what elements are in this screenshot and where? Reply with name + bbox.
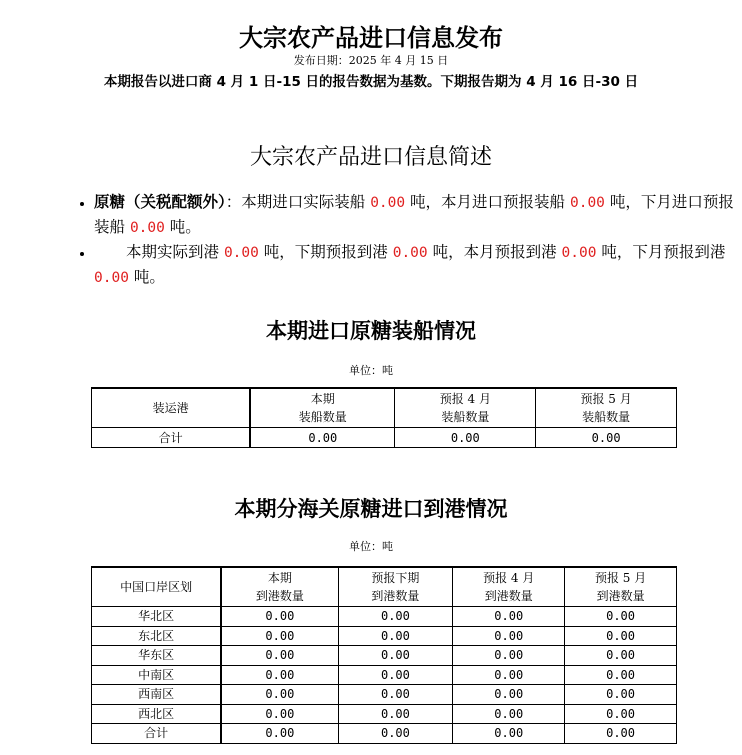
table-cell: 0.00 bbox=[453, 646, 565, 666]
table-cell: 0.00 bbox=[453, 607, 565, 627]
summary-value: 0.00 bbox=[392, 245, 428, 261]
table-cell: 0.00 bbox=[565, 646, 677, 666]
summary-text: 吨。 bbox=[164, 218, 201, 236]
header-line: 预报 4 月 bbox=[483, 571, 535, 585]
table-cell: 0.00 bbox=[453, 626, 565, 646]
header-line: 到港数量 bbox=[371, 589, 420, 603]
column-header-may bbox=[565, 567, 677, 607]
header-line: 预报 4 月 bbox=[439, 392, 491, 406]
summary-value: 0.00 bbox=[561, 245, 597, 261]
summary-list bbox=[66, 190, 742, 290]
table-cell: 0.00 bbox=[565, 607, 677, 627]
summary-text: 吨，下月进口预报装船 bbox=[94, 193, 734, 236]
table-cell: 0.00 bbox=[250, 428, 395, 448]
arrival-table bbox=[91, 566, 677, 744]
table-row bbox=[92, 626, 677, 646]
table-cell: 0.00 bbox=[536, 428, 677, 448]
table-cell: 0.00 bbox=[221, 724, 338, 744]
summary-text: 本期实际到港 bbox=[126, 243, 224, 261]
table-row-total bbox=[92, 724, 677, 744]
header-line: 到港数量 bbox=[255, 589, 304, 603]
table-cell: 0.00 bbox=[221, 626, 338, 646]
header-line: 预报 5 月 bbox=[594, 571, 647, 585]
row-label: 华东区 bbox=[92, 646, 222, 666]
table-row bbox=[92, 704, 677, 724]
header-line: 装船数量 bbox=[582, 410, 631, 424]
table-header-row bbox=[92, 567, 677, 607]
row-label: 华北区 bbox=[92, 607, 222, 627]
table-cell: 0.00 bbox=[565, 626, 677, 646]
header-line: 到港数量 bbox=[484, 589, 533, 603]
column-header-april bbox=[395, 388, 536, 428]
summary-item-shipment bbox=[94, 190, 742, 240]
arrival-section-title: 本期分海关原糖进口到港情况 bbox=[234, 497, 508, 521]
table-cell: 0.00 bbox=[338, 646, 453, 666]
table-cell: 0.00 bbox=[565, 685, 677, 705]
shipment-section-title: 本期进口原糖装船情况 bbox=[266, 319, 476, 343]
header-line: 预报下期 bbox=[371, 571, 420, 585]
table-cell: 0.00 bbox=[221, 646, 338, 666]
summary-text: 吨，下月预报到港 bbox=[596, 243, 726, 261]
table-header-row bbox=[92, 388, 677, 428]
table-cell: 0.00 bbox=[338, 607, 453, 627]
summary-text: 吨，本月预报到港 bbox=[427, 243, 562, 261]
table-cell: 0.00 bbox=[565, 724, 677, 744]
table-row bbox=[92, 646, 677, 666]
table-cell: 0.00 bbox=[338, 665, 453, 685]
column-header-april bbox=[453, 567, 565, 607]
table-cell: 0.00 bbox=[338, 704, 453, 724]
summary-text: 吨。 bbox=[128, 268, 165, 286]
column-header-region: 中国口岸区划 bbox=[92, 567, 222, 607]
summary-value: 0.00 bbox=[370, 195, 406, 211]
summary-item-arrival bbox=[94, 240, 742, 290]
column-header-current bbox=[221, 567, 338, 607]
row-label: 中南区 bbox=[92, 665, 222, 685]
table-cell: 0.00 bbox=[453, 704, 565, 724]
table-row bbox=[92, 607, 677, 627]
arrival-unit-label: 单位：吨 bbox=[349, 540, 393, 553]
column-header-current bbox=[250, 388, 395, 428]
table-cell: 0.00 bbox=[221, 665, 338, 685]
table-cell: 0.00 bbox=[395, 428, 536, 448]
table-cell: 0.00 bbox=[565, 704, 677, 724]
summary-value: 0.00 bbox=[129, 220, 165, 236]
table-cell: 0.00 bbox=[338, 626, 453, 646]
table-cell: 0.00 bbox=[565, 665, 677, 685]
column-header-may bbox=[536, 388, 677, 428]
summary-title: 大宗农产品进口信息简述 bbox=[249, 145, 492, 170]
report-basis-note: 本期报告以进口商 4 月 1 日-15 日的报告数据为基数。下期报告期为 4 月 16 日-30 日 bbox=[103, 74, 639, 90]
row-label: 西南区 bbox=[92, 685, 222, 705]
shipment-table bbox=[91, 387, 677, 448]
table-cell: 0.00 bbox=[453, 724, 565, 744]
summary-text: 吨，本月进口预报装船 bbox=[405, 193, 570, 211]
table-cell: 0.00 bbox=[338, 724, 453, 744]
table-cell: 0.00 bbox=[453, 665, 565, 685]
header-line: 装船数量 bbox=[441, 410, 490, 424]
table-cell: 0.00 bbox=[221, 607, 338, 627]
table-cell: 0.00 bbox=[221, 704, 338, 724]
summary-item-label: 原糖（关税配额外） bbox=[94, 193, 226, 211]
summary-text: 吨，下期预报到港 bbox=[258, 243, 393, 261]
header-line: 本期 bbox=[310, 392, 335, 406]
table-row-total bbox=[92, 428, 677, 448]
summary-text: ：本期进口实际装船 bbox=[225, 193, 371, 211]
table-cell: 0.00 bbox=[453, 685, 565, 705]
header-line: 装船数量 bbox=[298, 410, 347, 424]
column-header-next-period bbox=[338, 567, 453, 607]
row-label: 合计 bbox=[92, 428, 251, 448]
shipment-unit-label: 单位：吨 bbox=[349, 364, 393, 377]
column-header-port: 装运港 bbox=[92, 388, 251, 428]
table-row bbox=[92, 665, 677, 685]
summary-value: 0.00 bbox=[94, 270, 129, 286]
row-label: 东北区 bbox=[92, 626, 222, 646]
publish-date: 发布日期：2025 年 4 月 15 日 bbox=[293, 54, 449, 67]
table-row bbox=[92, 685, 677, 705]
header-line: 本期 bbox=[267, 571, 292, 585]
summary-value: 0.00 bbox=[569, 195, 605, 211]
summary-value: 0.00 bbox=[223, 245, 259, 261]
report-title: 大宗农产品进口信息发布 bbox=[239, 24, 503, 52]
row-label: 合计 bbox=[92, 724, 222, 744]
table-cell: 0.00 bbox=[338, 685, 453, 705]
header-line: 预报 5 月 bbox=[580, 392, 632, 406]
header-line: 到港数量 bbox=[596, 589, 645, 603]
table-cell: 0.00 bbox=[221, 685, 338, 705]
row-label: 西北区 bbox=[92, 704, 222, 724]
